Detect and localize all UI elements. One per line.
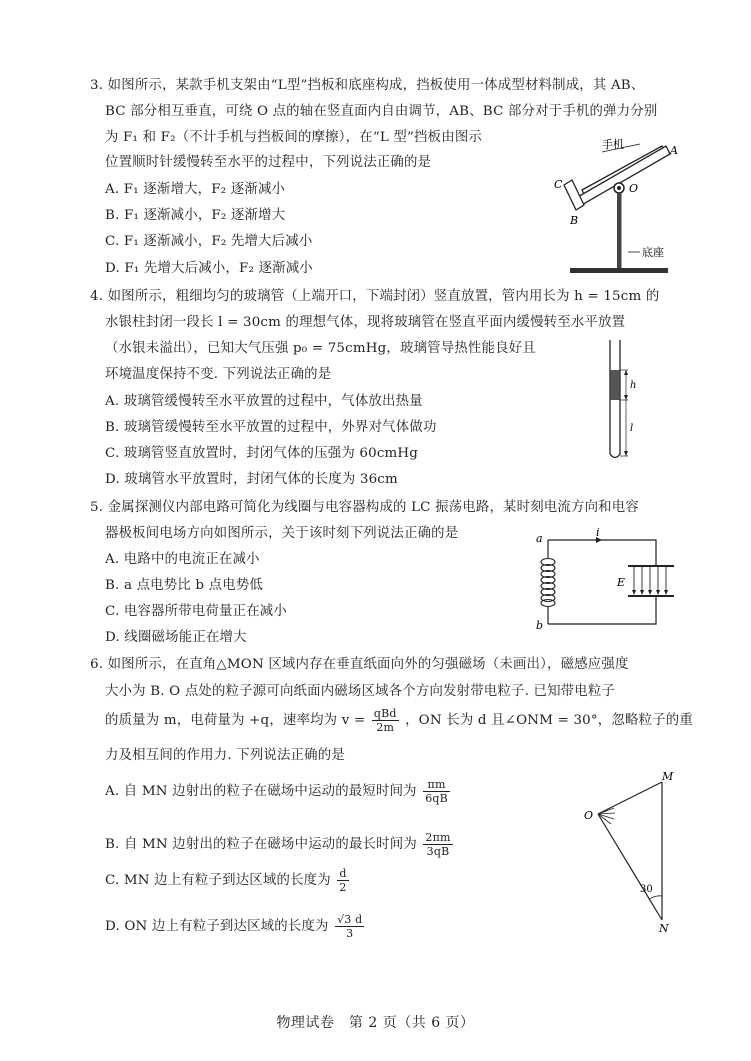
q4-option-b: B. 玻璃管缓慢转至水平放置的过程中，外界对气体做功 xyxy=(105,420,437,435)
q4-line-2: 水银柱封闭一段长 l = 30cm 的理想气体，现将玻璃管在竖直平面内缓慢转至水平放置 xyxy=(105,315,626,330)
h-label: h xyxy=(630,380,637,391)
q3-line-4: 位置顺时针缓慢转至水平的过程中，下列说法正确的是 xyxy=(105,155,432,170)
q5-option-c: C. 电容器所带电荷量正在减小 xyxy=(105,604,287,619)
q3-option-c: C. F₁ 逐渐减小，F₂ 先增大后减小 xyxy=(105,234,313,249)
q3-line-1: 3. 如图所示，某款手机支架由“L型”挡板和底座构成，挡板使用一体成型材料制成，其 AB、 xyxy=(90,78,645,93)
triangle-mon-figure xyxy=(578,768,678,932)
point-o-label: O xyxy=(629,182,639,195)
q5-line-2: 器极板间电场方向如图所示，关于该时刻下列说法正确的是 xyxy=(105,526,459,541)
phone-label: 手机 xyxy=(602,138,624,151)
point-a-label: A xyxy=(670,144,678,157)
q3-option-d: D. F₁ 先增大后减小，F₂ 逐渐减小 xyxy=(105,261,313,276)
phone-stand-figure xyxy=(540,128,710,280)
q3-option-a: A. F₁ 逐渐增大，F₂ 逐渐减小 xyxy=(105,182,286,197)
q6-option-c: C. MN 边上有粒子到达区域的长度为 $\frac{d}{2}$ xyxy=(105,867,347,894)
point-n-label: N xyxy=(659,922,669,932)
lc-circuit-figure xyxy=(530,528,680,634)
angle-label: 30 xyxy=(640,884,653,895)
base-label: 底座 xyxy=(642,246,664,259)
point-c-label: C xyxy=(554,178,563,191)
q4-line-3: （水银未溢出），已知大气压强 p₀ = 75cmHg，玻璃管导热性能良好且 xyxy=(105,341,536,356)
glass-tube-figure xyxy=(598,338,648,466)
q6-option-b: B. 自 MN 边射出的粒子在磁场中运动的最长时间为 $\frac{2\pi m}{3qB}$ xyxy=(105,831,451,858)
q5-option-b: B. a 点电势比 b 点电势低 xyxy=(105,578,264,593)
point-o-label: O xyxy=(584,809,594,822)
q4-option-a: A. 玻璃管缓慢转至水平放置的过程中，气体放出热量 xyxy=(105,394,423,409)
node-a-label: a xyxy=(536,532,543,545)
q5-option-a: A. 电路中的电流正在减小 xyxy=(105,552,260,567)
q5-option-d: D. 线圈磁场能正在增大 xyxy=(105,630,247,645)
q6-line-3: 的质量为 m，电荷量为 +q，速率均为 v = $\frac{\text{qBd}}{2m}$ ，ON 长为 d 且∠ONM = 30°，忽略粒子的重 xyxy=(105,707,693,734)
node-b-label: b xyxy=(536,619,544,632)
q4-option-c: C. 玻璃管竖直放置时，封闭气体的压强为 60cmHg xyxy=(105,446,419,461)
q5-line-1: 5. 金属探测仪内部电路可简化为线圈与电容器构成的 LC 振荡电路，某时刻电流方向和电容 xyxy=(90,500,639,515)
q6-line-2: 大小为 B. O 点处的粒子源可向纸面内磁场区域各个方向发射带电粒子. 已知带电粒子 xyxy=(105,684,616,699)
q4-line-4: 环境温度保持不变. 下列说法正确的是 xyxy=(105,367,332,382)
q3-option-b: B. F₁ 逐渐减小，F₂ 逐渐增大 xyxy=(105,208,286,223)
q6-line-4: 力及相互间的作用力. 下列说法正确的是 xyxy=(105,748,345,763)
q3-line-3: 为 F₁ 和 F₂（不计手机与挡板间的摩擦），在“L 型”挡板由图示 xyxy=(105,130,483,145)
q4-option-d: D. 玻璃管水平放置时，封闭气体的长度为 36cm xyxy=(105,472,398,487)
velocity-fraction: $\frac{\text{qBd}}{2m}$ xyxy=(373,707,397,734)
field-e-label: E xyxy=(617,576,626,589)
q6-option-a: A. 自 MN 边射出的粒子在磁场中运动的最短时间为 $\frac{\pi m}{6qB}$ xyxy=(105,778,448,805)
page-footer: 物理试卷 第 2 页（共 6 页） xyxy=(276,1015,475,1031)
current-i-label: i xyxy=(596,528,600,539)
q3-line-2: BC 部分相互垂直，可绕 O 点的轴在竖直面内自由调节，AB、BC 部分对于手机的弹力分别 xyxy=(105,104,658,119)
q6-option-d: D. ON 边上有粒子到达区域的长度为 $\frac{√3 d}{3}$ xyxy=(105,913,363,940)
q6-line-1: 6. 如图所示，在直角△MON 区域内存在垂直纸面向外的匀强磁场（未画出），磁感应强度 xyxy=(90,657,629,672)
point-b-label: B xyxy=(570,214,579,227)
l-label: l xyxy=(630,423,634,434)
q4-line-1: 4. 如图所示，粗细均匀的玻璃管（上端开口，下端封闭）竖直放置，管内用长为 h = 15cm 的 xyxy=(90,289,660,304)
point-m-label: M xyxy=(662,770,674,783)
